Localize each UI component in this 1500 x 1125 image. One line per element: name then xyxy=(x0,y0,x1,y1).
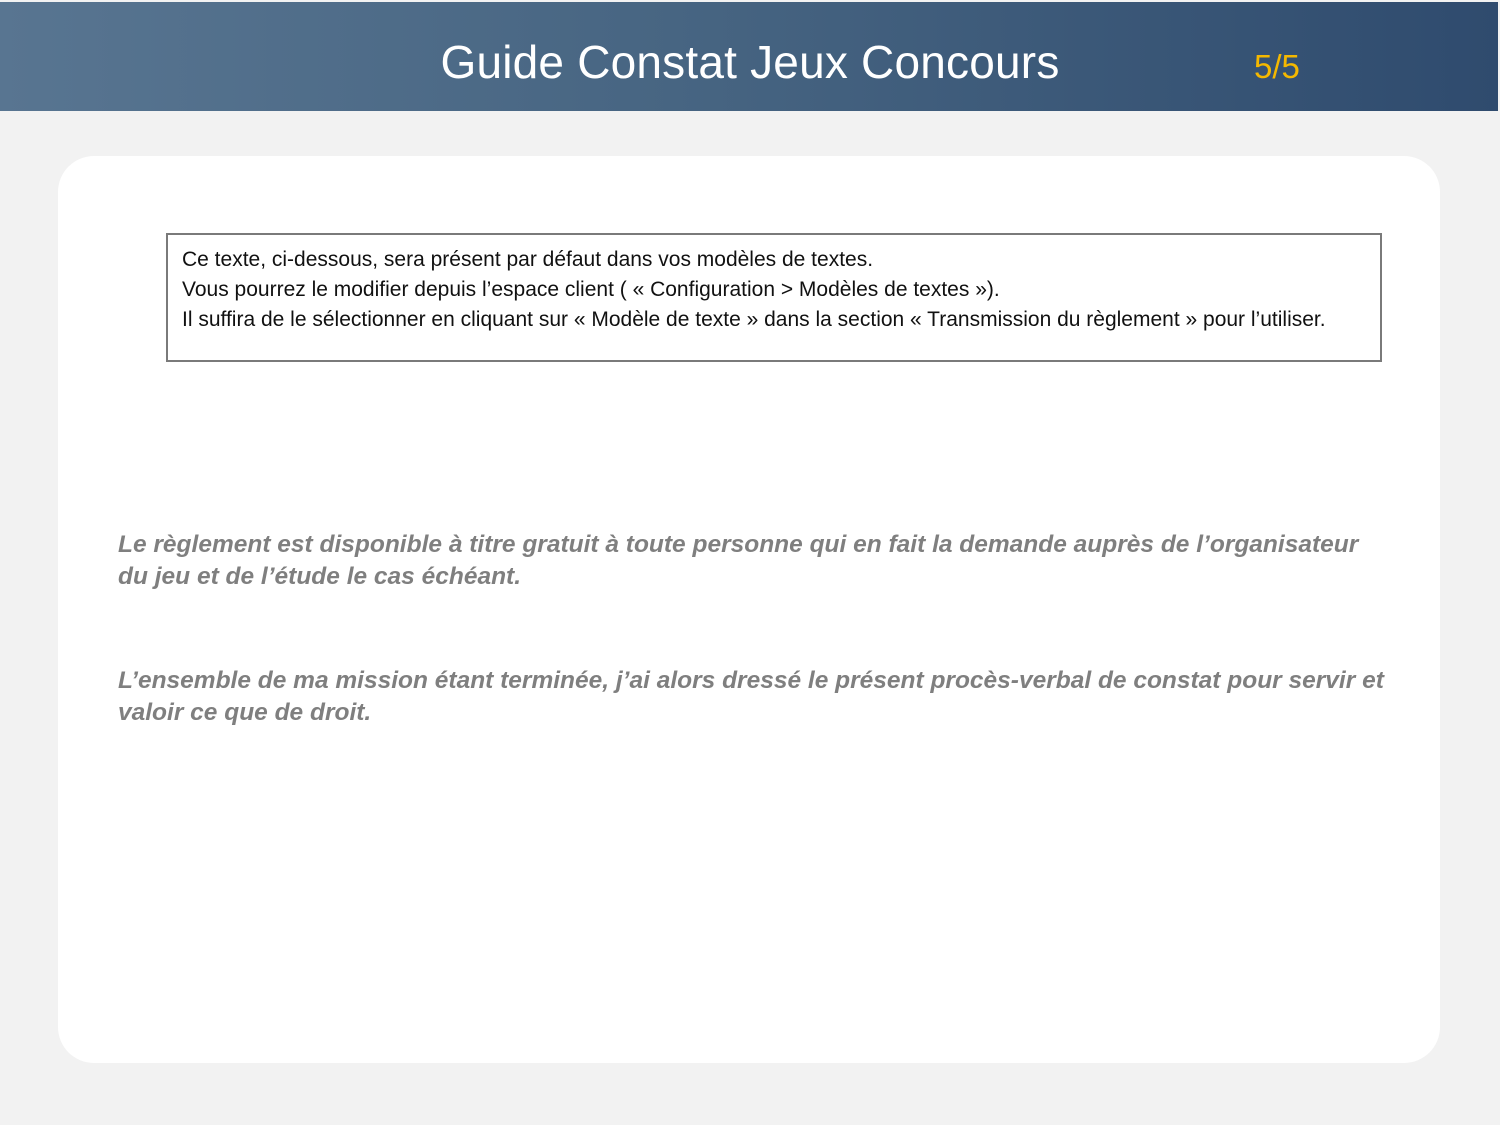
rules-availability-paragraph: Le règlement est disponible à titre gratuit à toute personne qui en fait la demande auprès de l’organisateur du jeu et de l’étude le cas échéant. xyxy=(118,531,1359,590)
note-line-3: Il suffira de le sélectionner en cliquant sur « Modèle de texte » dans la section « Transmission du règlement » pour l’utiliser. xyxy=(182,308,1326,331)
instruction-note-box xyxy=(166,233,1382,362)
note-line-1: Ce texte, ci-dessous, sera présent par défaut dans vos modèles de textes. xyxy=(182,248,874,271)
content-card xyxy=(58,156,1440,1063)
slide-title: Guide Constat Jeux Concours xyxy=(440,36,1060,88)
slide-header xyxy=(0,2,1498,111)
closing-statement-paragraph: L’ensemble de ma mission étant terminée, j’ai alors dressé le présent procès-verbal de constat pour servir et valoir ce que de droit. xyxy=(118,667,1384,726)
page-indicator: 5/5 xyxy=(1254,48,1300,85)
note-line-2: Vous pourrez le modifier depuis l’espace client ( « Configuration > Modèles de textes »). xyxy=(182,278,1000,301)
